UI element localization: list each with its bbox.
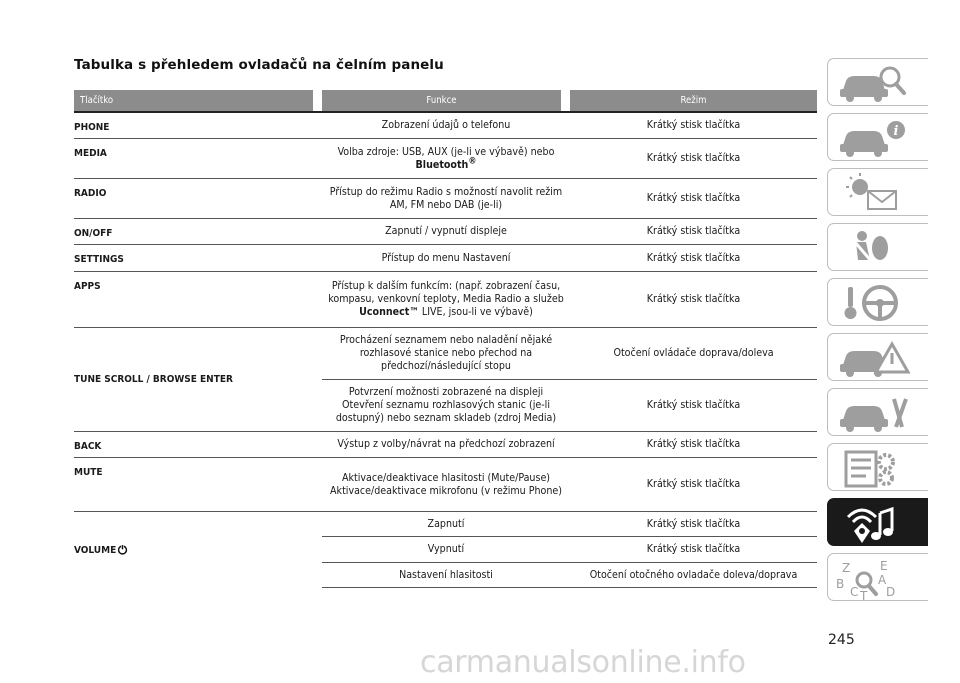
steering-key-icon: [836, 281, 916, 325]
watermark: carmanualsonline.info: [420, 645, 746, 680]
mode-cell: Krátký stisk tlačítka: [570, 271, 817, 327]
sidebar-tab-car-search[interactable]: [827, 58, 928, 106]
index-letter: A: [878, 573, 887, 587]
mode-cell: Krátký stisk tlačítka: [570, 218, 817, 244]
car-search-icon: [836, 61, 916, 105]
car-warning-icon: [836, 336, 916, 380]
table-row-radio: [74, 178, 817, 218]
mode-cell: Otočení ovládače doprava/doleva: [570, 327, 817, 379]
header-function: Funkce: [322, 90, 570, 111]
table-row-mute: [74, 457, 817, 511]
function-cell: Zobrazení údajů o telefonu: [322, 111, 570, 138]
sidebar-tab-multimedia[interactable]: [827, 498, 928, 546]
table-row-phone: [74, 111, 817, 138]
mode-cell: Krátký stisk tlačítka: [570, 379, 817, 431]
mode-cell: Krátký stisk tlačítka: [570, 244, 817, 271]
table-header-row: [74, 90, 817, 111]
function-cell: Výstup z volby/návrat na předchozí zobrazení: [322, 431, 570, 457]
sidebar-tab-starting-driving[interactable]: [827, 278, 928, 326]
index-letter: C: [850, 585, 859, 599]
sidebar-tab-emergency[interactable]: [827, 333, 928, 381]
header-button: Tlačítko: [74, 90, 322, 111]
mode-cell: Krátký stisk tlačítka: [570, 178, 817, 218]
function-text: Přístup k dalším funkcím: (např. zobrazení času, kompasu, venkovní teploty, Media Radio a služeb: [328, 280, 564, 305]
button-cell: RADIO: [74, 178, 322, 218]
index-letter: Z: [842, 561, 851, 575]
sidebar-tab-car-info[interactable]: [827, 113, 928, 161]
mode-cell: Krátký stisk tlačítka: [570, 111, 817, 138]
registered-mark: ®: [468, 155, 477, 166]
button-cell: SETTINGS: [74, 244, 322, 271]
function-cell: Zapnutí / vypnutí displeje: [322, 218, 570, 244]
function-cell: [322, 138, 570, 178]
bluetooth-brand: Bluetooth: [415, 158, 469, 171]
header-mode: Režim: [570, 90, 817, 111]
alphabet-index-icon: [836, 556, 916, 600]
function-text: Otevření seznamu rozhlasových stanic (je-li dostupný) nebo seznam skladeb (zdroj Media): [335, 399, 557, 424]
mode-cell: Krátký stisk tlačítka: [570, 457, 817, 511]
car-info-icon: [836, 116, 916, 160]
sidebar-tab-maintenance[interactable]: [827, 388, 928, 436]
sidebar-tab-lights-messages[interactable]: [827, 168, 928, 216]
index-letter: D: [886, 585, 896, 599]
mode-cell: Krátký stisk tlačítka: [570, 138, 817, 178]
button-cell: BACK: [74, 431, 322, 457]
function-cell: [322, 457, 570, 511]
function-cell: [322, 271, 570, 327]
table-row-apps: [74, 271, 817, 327]
index-letter: T: [860, 589, 868, 600]
sidebar-tab-safety[interactable]: [827, 223, 928, 271]
button-cell: PHONE: [74, 111, 322, 138]
function-cell: Zapnutí: [322, 511, 570, 536]
table-row-media: [74, 138, 817, 178]
table-row-onoff: [74, 218, 817, 244]
button-cell: APPS: [74, 271, 322, 327]
function-cell: Vypnutí: [322, 536, 570, 562]
table-row-back: [74, 431, 817, 457]
power-icon: [117, 544, 128, 555]
mode-cell: Krátký stisk tlačítka: [570, 431, 817, 457]
light-message-icon: [836, 171, 916, 215]
function-text: Aktivace/deaktivace hlasitosti (Mute/Pause): [341, 471, 551, 484]
specs-gears-icon: [836, 446, 916, 490]
index-letter: E: [880, 559, 888, 573]
page-number: 245: [828, 632, 855, 648]
function-cell: Nastavení hlasitosti: [322, 562, 570, 588]
car-tools-icon: [836, 391, 916, 435]
table-row-volume-on: [74, 511, 817, 536]
function-text: LIVE, jsou-li ve výbavě): [421, 306, 533, 318]
sidebar-tab-index[interactable]: [827, 553, 928, 601]
volume-label: VOLUME: [74, 544, 117, 556]
table-row-tune-scroll: [74, 327, 817, 379]
function-cell: [322, 379, 570, 431]
mode-cell: Krátký stisk tlačítka: [570, 536, 817, 562]
function-cell: Přístup do menu Nastavení: [322, 244, 570, 271]
airbag-seatbelt-icon: [836, 226, 916, 270]
sidebar-tab-technical-data[interactable]: [827, 443, 928, 491]
mode-cell: Krátký stisk tlačítka: [570, 511, 817, 536]
mode-cell: Otočení otočného ovladače doleva/doprava: [570, 562, 817, 588]
multimedia-icon: [836, 501, 916, 545]
index-letter: B: [836, 577, 845, 591]
button-cell: MUTE: [74, 457, 322, 511]
button-cell: MEDIA: [74, 138, 322, 178]
function-text: Volba zdroje: USB, AUX (je-li ve výbavě) nebo: [337, 145, 555, 158]
function-cell: Procházení seznamem nebo naladění nějaké rozhlasové stanice nebo přechod na předchozí/následující stopu: [322, 327, 570, 379]
function-text: Aktivace/deaktivace mikrofonu (v režimu Phone): [330, 484, 562, 497]
function-text: Potvrzení možnosti zobrazené na displeji: [348, 386, 544, 398]
function-cell: Přístup do režimu Radio s možností navolit režim AM, FM nebo DAB (je-li): [322, 178, 570, 218]
button-cell: TUNE SCROLL / BROWSE ENTER: [74, 327, 322, 431]
uconnect-brand: Uconnect™: [359, 306, 419, 318]
svg-text:i: i: [893, 124, 899, 139]
table-row-settings: [74, 244, 817, 271]
controls-table: [74, 90, 817, 588]
button-cell: ON/OFF: [74, 218, 322, 244]
page-title: Tabulka s přehledem ovladačů na čelním panelu: [74, 57, 444, 73]
button-cell: [74, 511, 322, 588]
